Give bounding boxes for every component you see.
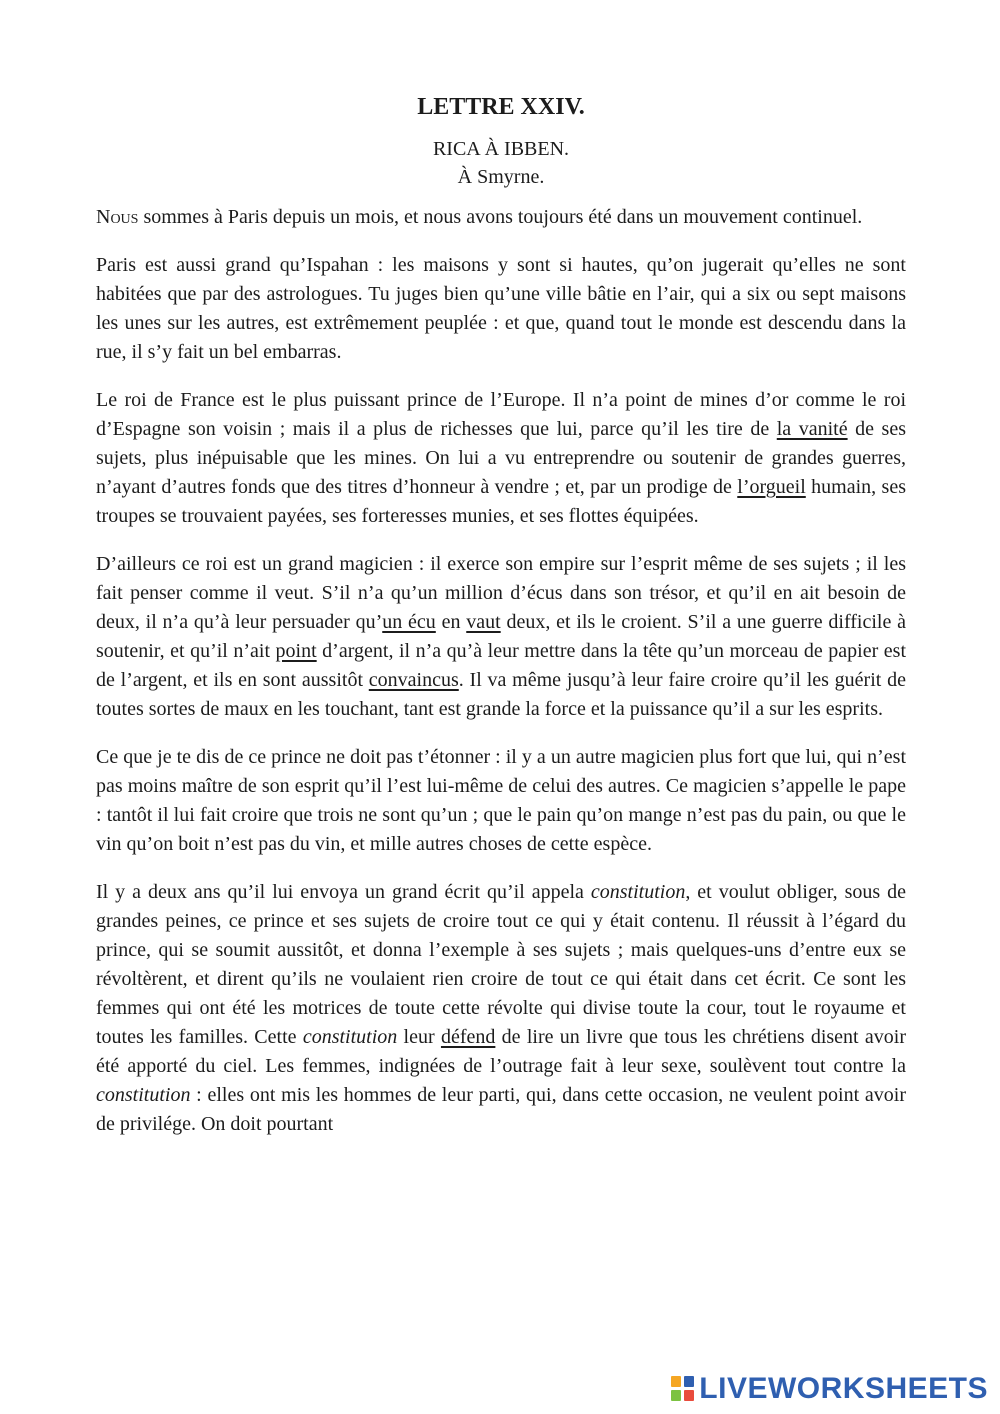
liveworksheets-logo-icon xyxy=(671,1376,695,1402)
text-run: leur xyxy=(397,1026,441,1048)
liveworksheets-logo-text: LIVEWORKSHEETS xyxy=(699,1372,988,1405)
dropword: Nous xyxy=(96,206,139,228)
underlined-term: point xyxy=(275,640,317,662)
text-run: humain, ses troupes se trouvaient payées, ses forteresses munies, et ses flottes équipées. xyxy=(96,476,907,527)
italic-term: constitution xyxy=(302,1026,398,1048)
underlined-term: l’orgueil xyxy=(737,476,806,498)
italic-term: constitution xyxy=(590,881,686,903)
document-page xyxy=(96,94,906,1139)
text-run: Ce que je te dis de ce prince ne doit pas t’étonner : il y a un autre magicien plus fort que lui, qui n’est pas moins maître de son esprit qu’il l’est lui-même de celui des autres. Ce magicien s’appelle le pape : tantôt il lui fait croire que trois ne sont qu’un ; que le pain qu’on mange n’est pas du pain, ou que le vin qu’on boit n’est pas du vin, et mille autres choses de cette espèce. xyxy=(96,746,906,855)
text-run: en xyxy=(435,611,467,633)
text-run: Il y a deux ans qu’il lui envoya un grand écrit qu’il appela xyxy=(96,881,591,903)
underlined-term: un écu xyxy=(382,611,436,633)
text-run: deux, et ils le croient. S’il a une guerre difficile à soutenir, et qu’il n’ait xyxy=(96,611,906,662)
text-run: . Il va même jusqu’à leur faire croire qu’il les guérit de toutes sortes de maux en les touchant, tant est grande la force et la puissance qu’il a sur les esprits. xyxy=(96,669,906,720)
liveworksheets-logo xyxy=(671,1374,988,1404)
letter-place: À Smyrne. xyxy=(457,166,545,188)
underlined-term: vaut xyxy=(466,611,501,633)
paragraph-2 xyxy=(96,251,906,367)
underlined-term: défend xyxy=(440,1026,496,1048)
text-run: sommes à Paris depuis un mois, et nous avons toujours été dans un mouvement continuel. xyxy=(138,206,863,228)
paragraph-1 xyxy=(96,203,906,232)
text-run: de lire un livre que tous les chrétiens disent avoir été apporté du ciel. Les femmes, indignées de l’outrage fait à leur sexe, soulèvent tout contre la xyxy=(96,1026,906,1077)
underlined-term: la vanité xyxy=(776,418,848,440)
underlined-term: convaincus xyxy=(368,669,459,691)
italic-term: constitution xyxy=(96,1084,191,1106)
letter-title: LETTRE XXIV. xyxy=(417,94,585,120)
text-run: d’argent, il n’a qu’à leur mettre dans la tête qu’un morceau de papier est de l’argent, et ils en sont aussitôt xyxy=(96,640,906,691)
paragraph-5 xyxy=(96,743,906,859)
text-run: de ses sujets, plus inépuisable que les mines. On lui a vu entreprendre ou soutenir de grandes guerres, n’ayant d’autres fonds que des titres d’honneur à vendre ; et, par un prodige de xyxy=(96,418,906,498)
text-run: : elles ont mis les hommes de leur parti, qui, dans cette occasion, ne veulent point avoir de privilége. On doit pourtant xyxy=(96,1084,906,1135)
text-run: , et voulut obliger, sous de grandes peines, ce prince et ses sujets de croire tout ce qui y était contenu. Il réussit à l’égard du prince, qui se soumit aussitôt, et donna l’exemple à ses sujets ; mais quelques-uns d’entre eux se révoltèrent, et dirent qu’ils ne voulaient rien croire de tout ce qui était dans cet écrit. Ce sont les femmes qui ont été les motrices de toute cette révolte qui divise toute la cour, tout le royaume et toutes les familles. Cette xyxy=(96,881,907,1048)
text-run: Paris est aussi grand qu’Ispahan : les maisons y sont si hautes, qu’on jugerait qu’elles ne sont habitées que par des astrologues. Tu juges bien qu’une ville bâtie en l’air, qui a six ou sept maisons les unes sur les autres, est extrêmement peuplée : et que, quand tout le monde est descendu dans la rue, il s’y fait un bel embarras. xyxy=(96,254,906,363)
paragraph-3 xyxy=(96,386,906,531)
text-run: D’ailleurs ce roi est un grand magicien : il exerce son empire sur l’esprit même de ses sujets ; il les fait penser comme il veut. S’il n’a qu’un million d’écus dans son trésor, et qu’il en ait besoin de deux, il n’a qu’à leur persuader qu’ xyxy=(96,553,906,633)
letter-recipient: RICA À IBBEN. xyxy=(432,138,570,160)
paragraph-6 xyxy=(96,878,906,1139)
paragraph-4 xyxy=(96,550,906,724)
text-run: Le roi de France est le plus puissant prince de l’Europe. Il n’a point de mines d’or comme le roi d’Espagne son voisin ; mais il a plus de richesses que lui, parce qu’il les tire de xyxy=(96,389,906,440)
